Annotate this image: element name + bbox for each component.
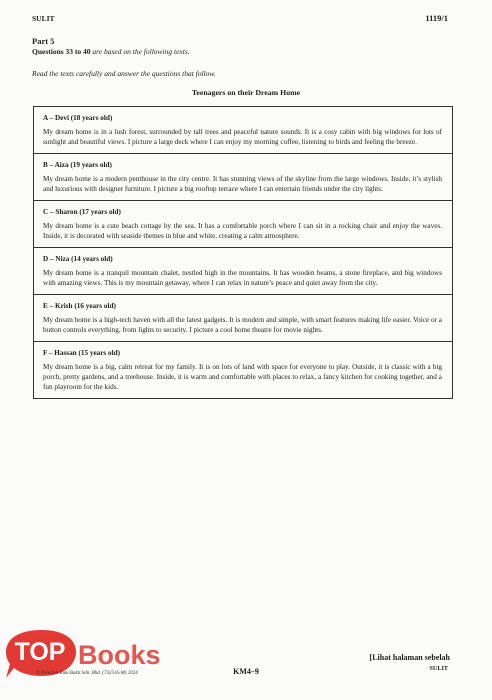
topbooks-logo-graphic <box>2 618 172 688</box>
entry-text: My dream home is a big, calm retreat for my family. It is on lots of land with space for everyone to play. Outside, it is classic with a big porch, pretty gardens, and a treehouse. Inside, it is warm and comfortable with places to relax, a fancy kitchen for cooking together, and a fun playroom for the kids. <box>43 363 442 391</box>
entry-text: My dream home is a cute beach cottage by the sea. It has a comfortable porch where I can sit in a rocking chair and enjoy the waves. Inside, it is decorated with seaside themes in blue and white, creating a calm atmosphere. <box>43 222 442 240</box>
entry-c <box>34 201 452 248</box>
next-page-note: [Lihat halaman sebelah <box>369 653 450 662</box>
svg-text:TOP: TOP <box>14 638 66 666</box>
entry-name: A – Devi (18 years old) <box>43 114 113 122</box>
texts-heading: Teenagers on their Dream Home <box>191 88 301 97</box>
copyright: © Penerbit Ilmu Bakti Sdn. Bhd. (732516-M) 2024 <box>36 671 138 676</box>
topbooks-logo <box>2 618 172 688</box>
part-title: Part 5 <box>32 36 55 46</box>
questions-line <box>32 47 190 56</box>
texts-table <box>33 106 453 399</box>
entry-a <box>34 107 452 154</box>
entry-text: My dream home is a high-tech haven with all the latest gadgets. It is modern and simple, with smart features making life easier. Voice or a button controls everything, from lights to security. I picture a cool home theatre for movie nights. <box>43 316 442 334</box>
questions-range: Questions 33 to 40 <box>32 47 91 56</box>
questions-rest: are based on the following texts. <box>92 47 190 56</box>
page-code: KM4–9 <box>233 667 259 676</box>
entry-f <box>34 342 452 398</box>
header-sulit: SULIT <box>32 14 55 23</box>
entry-e <box>34 295 452 342</box>
entry-name: E – Krish (16 years old) <box>43 302 116 310</box>
entry-b <box>34 154 452 201</box>
entry-text: My dream home is in a lush forest, surrounded by tall trees and peaceful nature sounds. It is a cosy cabin with big windows for lots of sunlight and beautiful views. I picture a large deck where I can enjoy my morning coffee, listening to birds and feeling the breeze. <box>43 128 442 146</box>
paper-code: 1119/1 <box>425 13 448 23</box>
instruction: Read the texts carefully and answer the questions that follow. <box>32 69 216 78</box>
entry-d <box>34 248 452 295</box>
entry-name: B – Aiza (19 years old) <box>43 161 112 169</box>
entry-text: My dream home is a tranquil mountain chalet, nestled high in the mountains. It has wooden beams, a stone fireplace, and big windows with amazing views. This is my mountain getaway, where I can relax in nature’s peace and quiet away from the city. <box>43 269 442 287</box>
entry-name: D – Niza (14 years old) <box>43 255 113 263</box>
entry-name: F – Hassan (15 years old) <box>43 349 120 357</box>
entry-text: My dream home is a modern penthouse in the city centre. It has stunning views of the skyline from the large windows. Inside, it’s stylish and luxurious with designer furniture. I picture a big rooftop terrace where I can entertain friends under the city lights. <box>43 175 442 193</box>
svg-text:Books: Books <box>78 640 161 670</box>
footer-sulit: SULIT <box>429 665 448 672</box>
entry-name: C – Sharon (17 years old) <box>43 208 121 216</box>
